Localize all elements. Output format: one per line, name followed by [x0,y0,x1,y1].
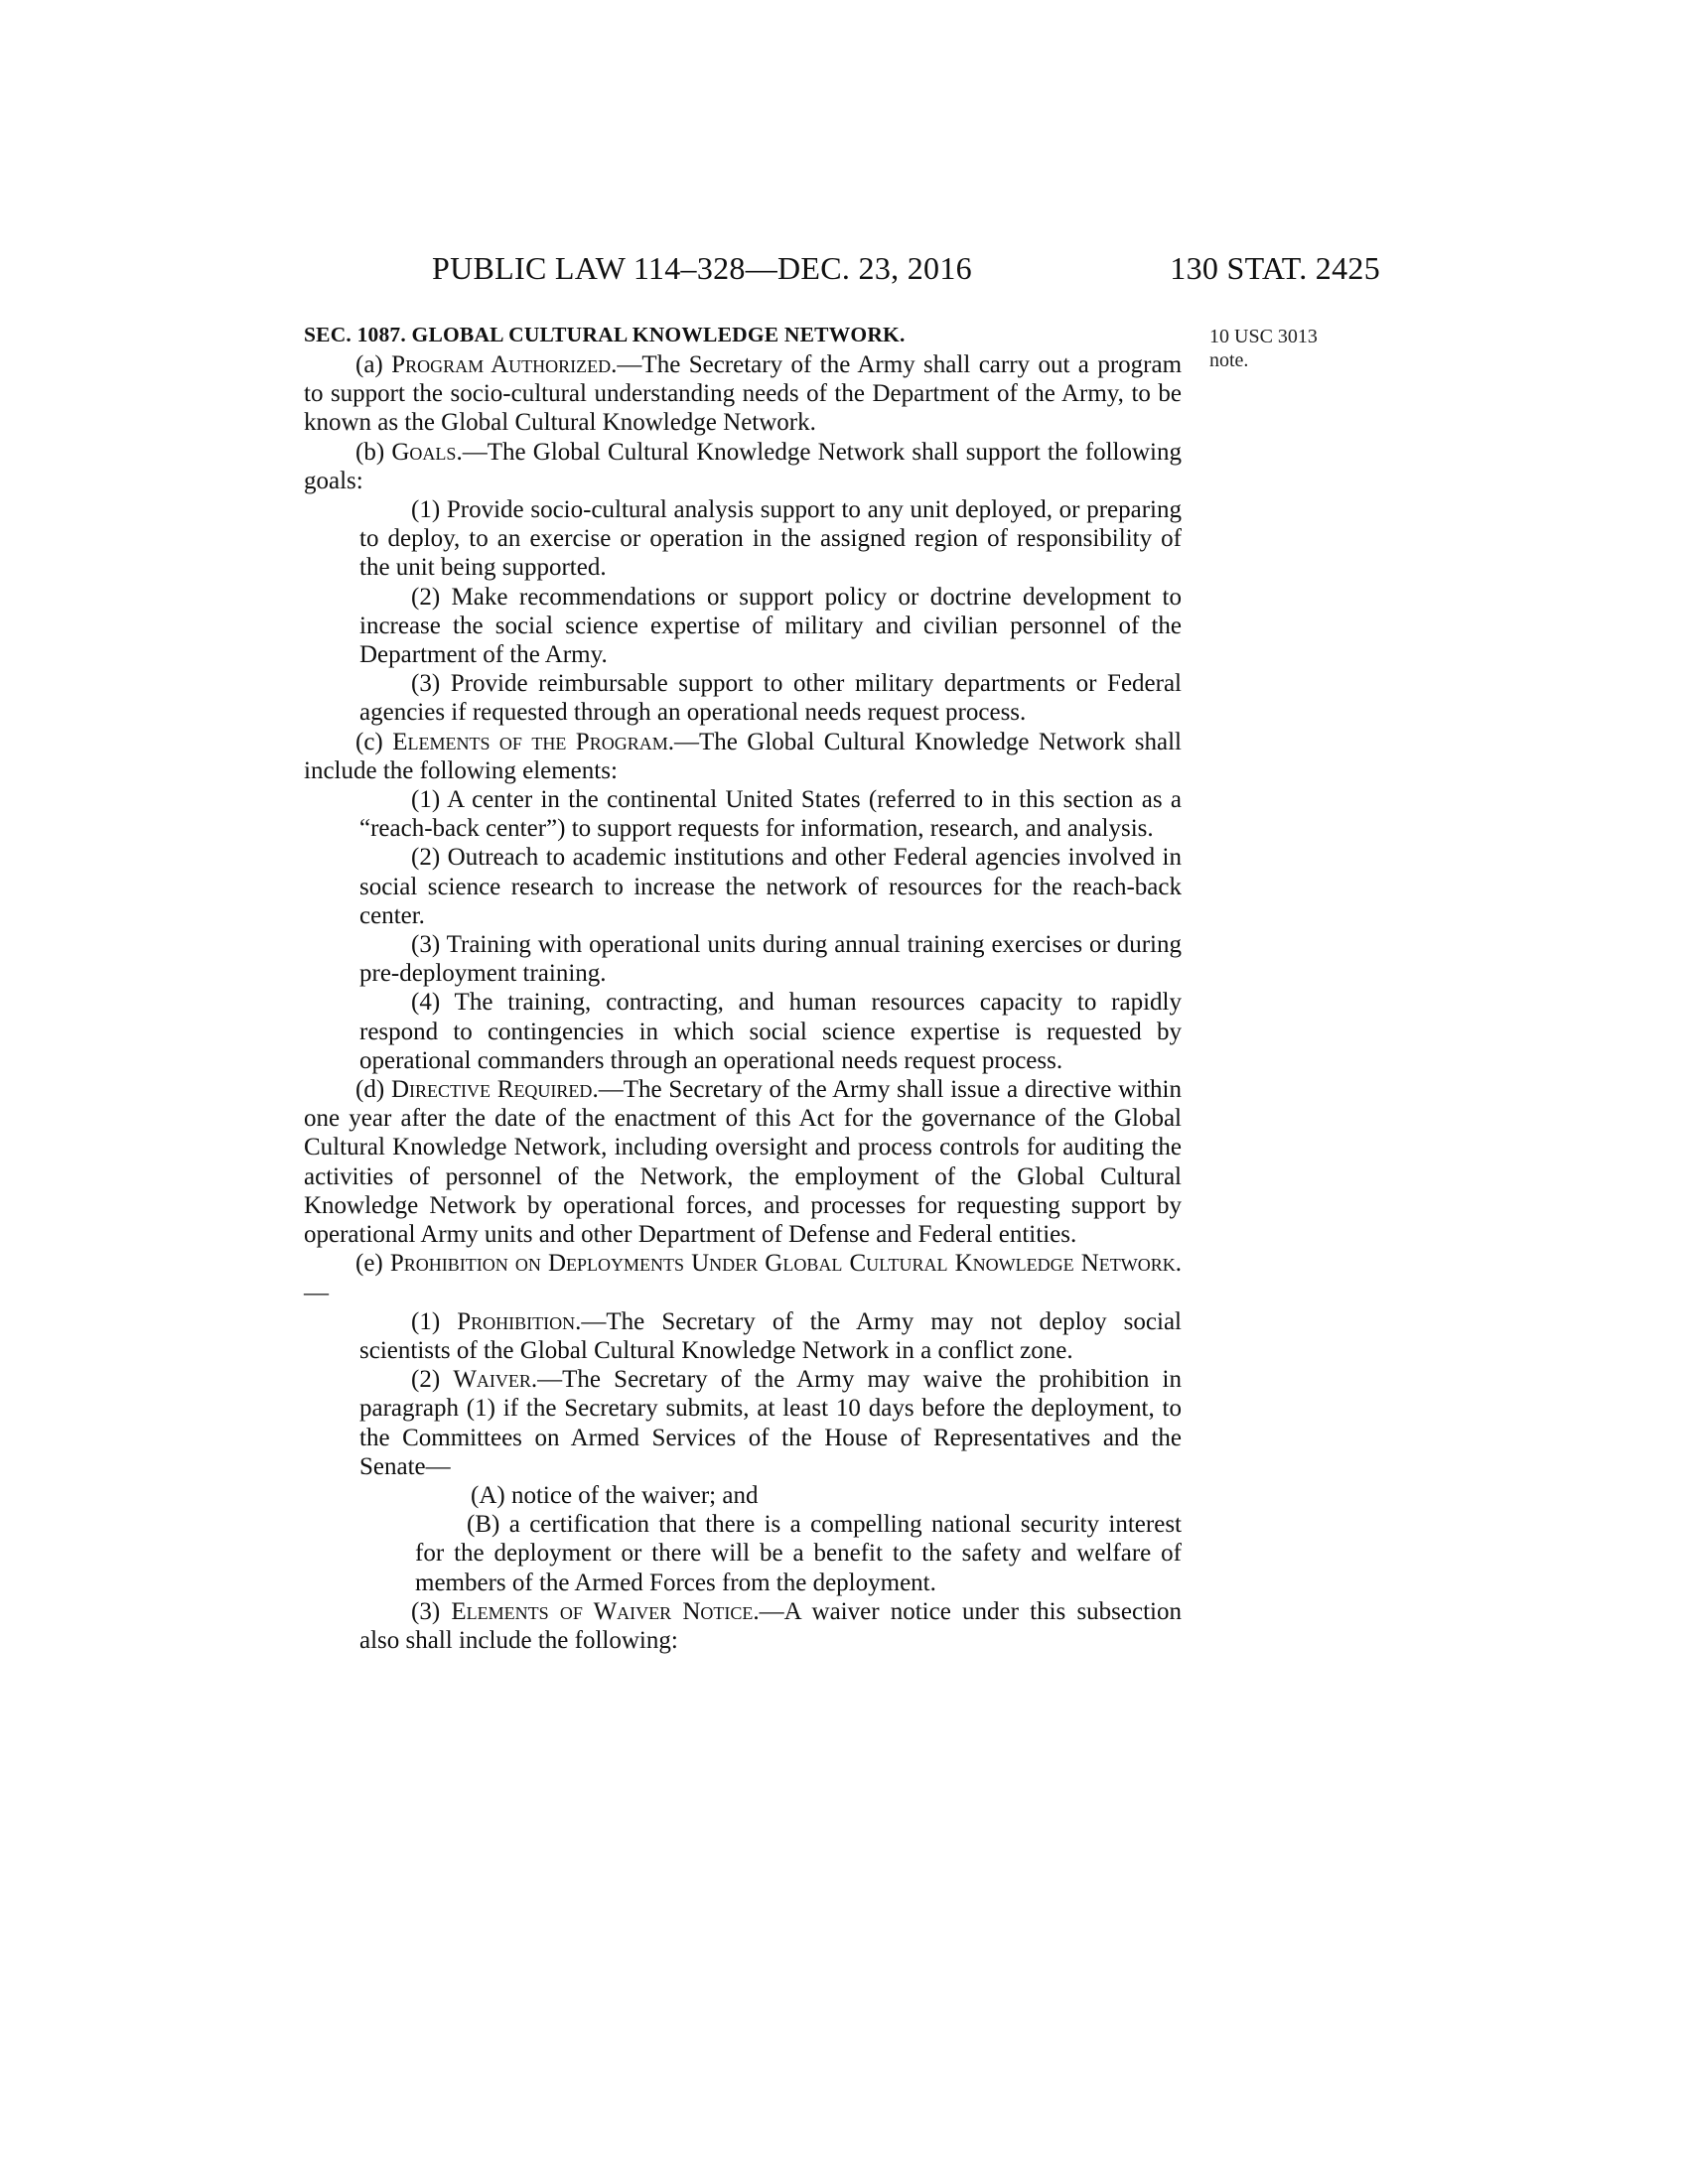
element-item-4: (4) The training, contracting, and human resources capacity to rapidly respond to contingencies in which social science expertise is requested by operational commanders through an operational needs request process. [359,989,1182,1074]
section-body [304,320,1182,1655]
paragraph-e1-caption: Prohibition [457,1307,576,1335]
paragraph-e2 [304,1365,1182,1481]
subparagraph-b: (B) a certification that there is a compelling national security interest for the deployment or there will be a benefit to the safety and welfare of members of the Armed Forces from the deployment. [415,1511,1182,1596]
subsection-c-label: (c) [355,728,393,755]
subsection-a-text: .—The Secretary of the Army shall carry out a program to support the socio-cultural understanding needs of the Department of the Army, to be known as the Global Cultural Knowledge Network. [304,351,1183,437]
subsection-b-text: .—The Global Cultural Knowledge Network shall support the following goals: [304,438,1182,494]
subsection-a-label: (a) [355,351,392,378]
subsection-e-text: .— [304,1250,1182,1306]
margin-citation-note [1209,325,1318,372]
subsection-c-text: .—The Global Cultural Knowledge Network shall include the following elements: [304,728,1182,784]
running-head-title: PUBLIC LAW 114–328—DEC. 23, 2016 [432,250,972,286]
subsection-a-caption: Program Authorized [391,351,612,378]
paragraph-e3-label: (3) [411,1597,452,1625]
subsection-e [304,1249,1182,1306]
margin-note-line-1: 10 USC 3013 [1209,326,1318,347]
subsection-d-text: .—The Secretary of the Army shall issue a directive within one year after the date of the enactment of this Act for the governance of the Global Cultural Knowledge Network, including oversight and process controls for auditing the activities of personnel of the Network, the employment of the Global Cultural Knowledge Network by operational forces, and processes for requesting support by operational Army units and other Department of Defense and Federal entities. [304,1076,1182,1249]
subsection-d-caption: Directive Required [390,1076,593,1104]
paragraph-e3-caption: Elements of Waiver Notice [451,1597,754,1625]
subsection-b [304,438,1182,495]
goal-item-3: (3) Provide reimbursable support to other military departments or Federal agencies if requested through an operational needs request process. [359,670,1182,727]
paragraph-e3 [304,1597,1182,1655]
element-item-3: (3) Training with operational units during annual training exercises or during pre-deployment training. [359,931,1182,988]
subsection-e-label: (e) [355,1250,390,1278]
subparagraph-a: (A) notice of the waiver; and [471,1481,759,1509]
subsection-b-caption: Goals [391,438,457,466]
subsection-e-caption: Prohibition on Deployments Under Global Cultural Knowledge Network [389,1250,1176,1278]
goal-item-1: (1) Provide socio-cultural analysis support to any unit deployed, or preparing to deploy, to an exercise or operation in the assigned region of responsibility of the unit being supported. [359,496,1182,582]
goal-item-2: (2) Make recommendations or support policy or doctrine development to increase the social science expertise of military and civilian personnel of the Department of the Army. [359,583,1182,669]
element-item-1: (1) A center in the continental United States (referred to in this section as a “reach-back center”) to support requests for information, research, and analysis. [359,786,1182,843]
paragraph-e1 [304,1307,1182,1365]
paragraph-e2-label: (2) [411,1366,454,1394]
subsection-c [304,728,1182,785]
subsection-c-caption: Elements of the Program [392,728,668,755]
section-heading: SEC. 1087. GLOBAL CULTURAL KNOWLEDGE NETWORK. [304,323,906,346]
paragraph-e1-text: .—The Secretary of the Army may not deploy social scientists of the Global Cultural Knowledge Network in a conflict zone. [359,1307,1182,1364]
margin-note-line-2: note. [1209,349,1249,371]
running-head [298,250,1380,290]
subsection-a [304,350,1182,438]
paragraph-e1-label: (1) [411,1307,458,1335]
paragraph-e2-text: .—The Secretary of the Army may waive the prohibition in paragraph (1) if the Secretary submits, at least 10 days before the deployment, to the Committees on Armed Services of the House of Representatives and the Senate— [359,1366,1182,1480]
subsection-b-label: (b) [355,438,392,466]
page-number: 130 STAT. 2425 [1170,250,1380,286]
subsection-d-label: (d) [355,1076,391,1104]
element-item-2: (2) Outreach to academic institutions and other Federal agencies involved in social science research to increase the network of resources for the reach-back center. [359,844,1182,929]
subsection-d [304,1075,1182,1249]
paragraph-e3-text: .—A waiver notice under this subsection also shall include the following: [359,1597,1182,1654]
paragraph-e2-caption: Waiver [453,1366,531,1394]
